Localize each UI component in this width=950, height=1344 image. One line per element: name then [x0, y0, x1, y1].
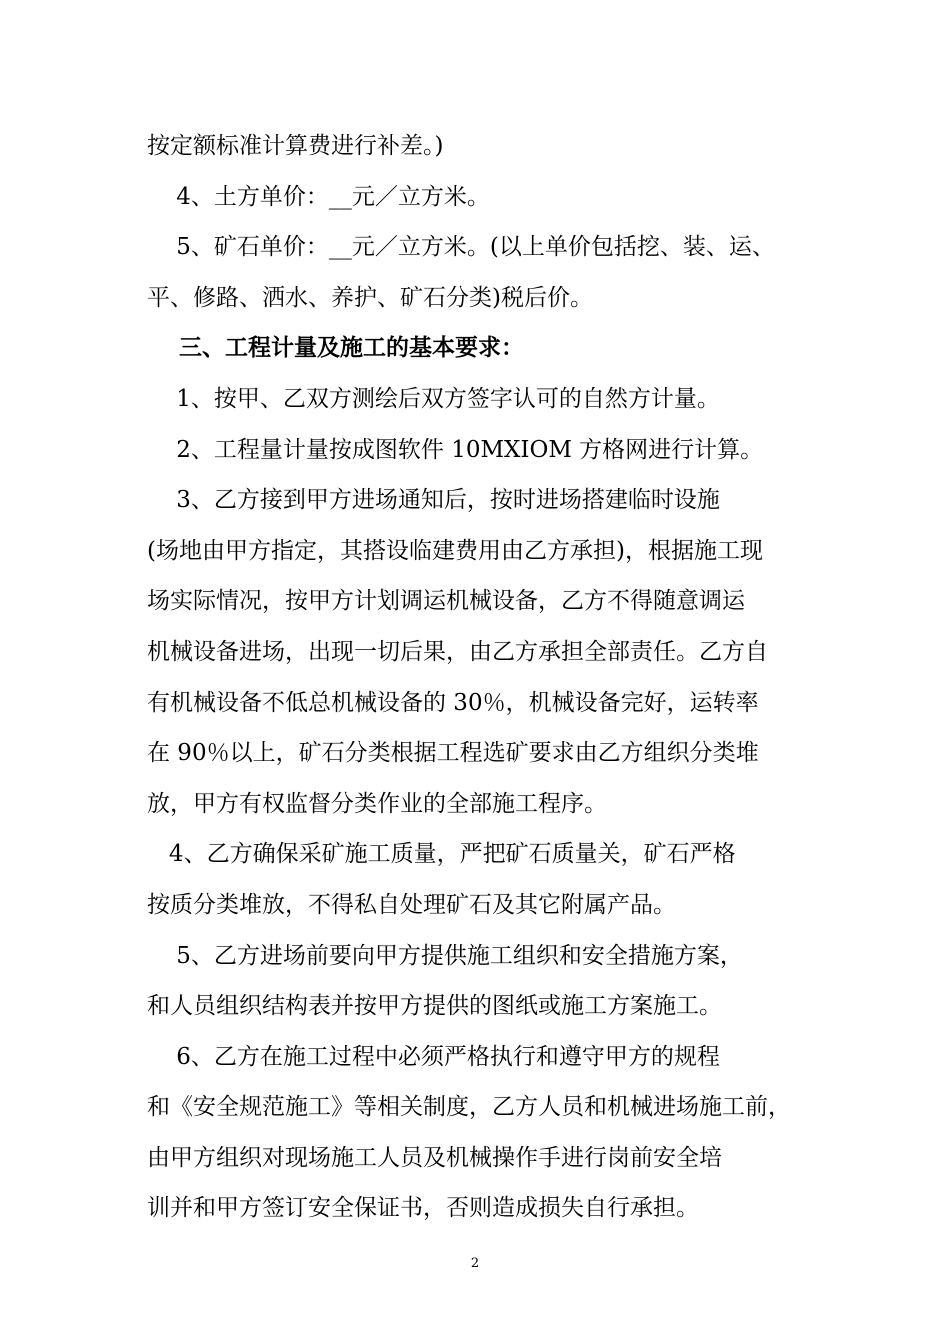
- text-line: 按质分类堆放，不得私自处理矿石及其它附属产品。: [147, 891, 676, 918]
- text-line: 和人员组织结构表并按甲方提供的图纸或施工方案施工。: [147, 993, 722, 1020]
- text-line: 1、按甲、乙双方测绘后双方签字认可的自然方计量。: [147, 385, 720, 412]
- text-line: 5、乙方进场前要向甲方提供施工组织和安全措施方案，: [147, 942, 743, 969]
- text-line: 4、土方单价：__元／立方米。: [147, 183, 490, 210]
- text-line: (场地由甲方指定，其搭设临建费用由乙方承担)，根据施工现: [147, 537, 763, 564]
- section-heading: 三、工程计量及施工的基本要求：: [147, 334, 525, 362]
- text-line: 平、修路、洒水、养护、矿石分类)税后价。: [147, 284, 593, 311]
- text-line: 6、乙方在施工过程中必须严格执行和遵守甲方的规程: [147, 1043, 720, 1070]
- text-line: 3、乙方接到甲方进场通知后，按时进场搭建临时设施: [147, 487, 720, 514]
- text-line: 由甲方组织对现场施工人员及机械操作手进行岗前安全培: [147, 1144, 722, 1171]
- text-line: 5、矿石单价：__元／立方米。(以上单价包括挖、装、运、: [147, 234, 775, 261]
- text-line: 4、乙方确保采矿施工质量，严把矿石质量关，矿石严格: [147, 841, 736, 868]
- text-line: 训并和甲方签订安全保证书，否则造成损失自行承担。: [147, 1195, 699, 1222]
- text-line: 按定额标准计算费进行补差。): [147, 133, 444, 159]
- text-line: 有机械设备不低总机械设备的 30％，机械设备完好，运转率: [147, 689, 759, 716]
- text-line: 2、工程量计量按成图软件 10MXIOM 方格网进行计算。: [147, 436, 764, 463]
- text-line: 机械设备进场，出现一切后果，由乙方承担全部责任。乙方自: [147, 638, 768, 665]
- text-line: 放，甲方有权监督分类作业的全部施工程序。: [147, 790, 607, 817]
- text-line: 和《安全规范施工》等相关制度，乙方人员和机械进场施工前，: [147, 1094, 791, 1121]
- page-number: 2: [470, 1256, 480, 1271]
- text-line: 在 90％以上，矿石分类根据工程选矿要求由乙方组织分类堆: [147, 740, 759, 767]
- body-text: [147, 121, 807, 1234]
- text-line: 场实际情况，按甲方计划调运机械设备，乙方不得随意调运: [147, 588, 745, 615]
